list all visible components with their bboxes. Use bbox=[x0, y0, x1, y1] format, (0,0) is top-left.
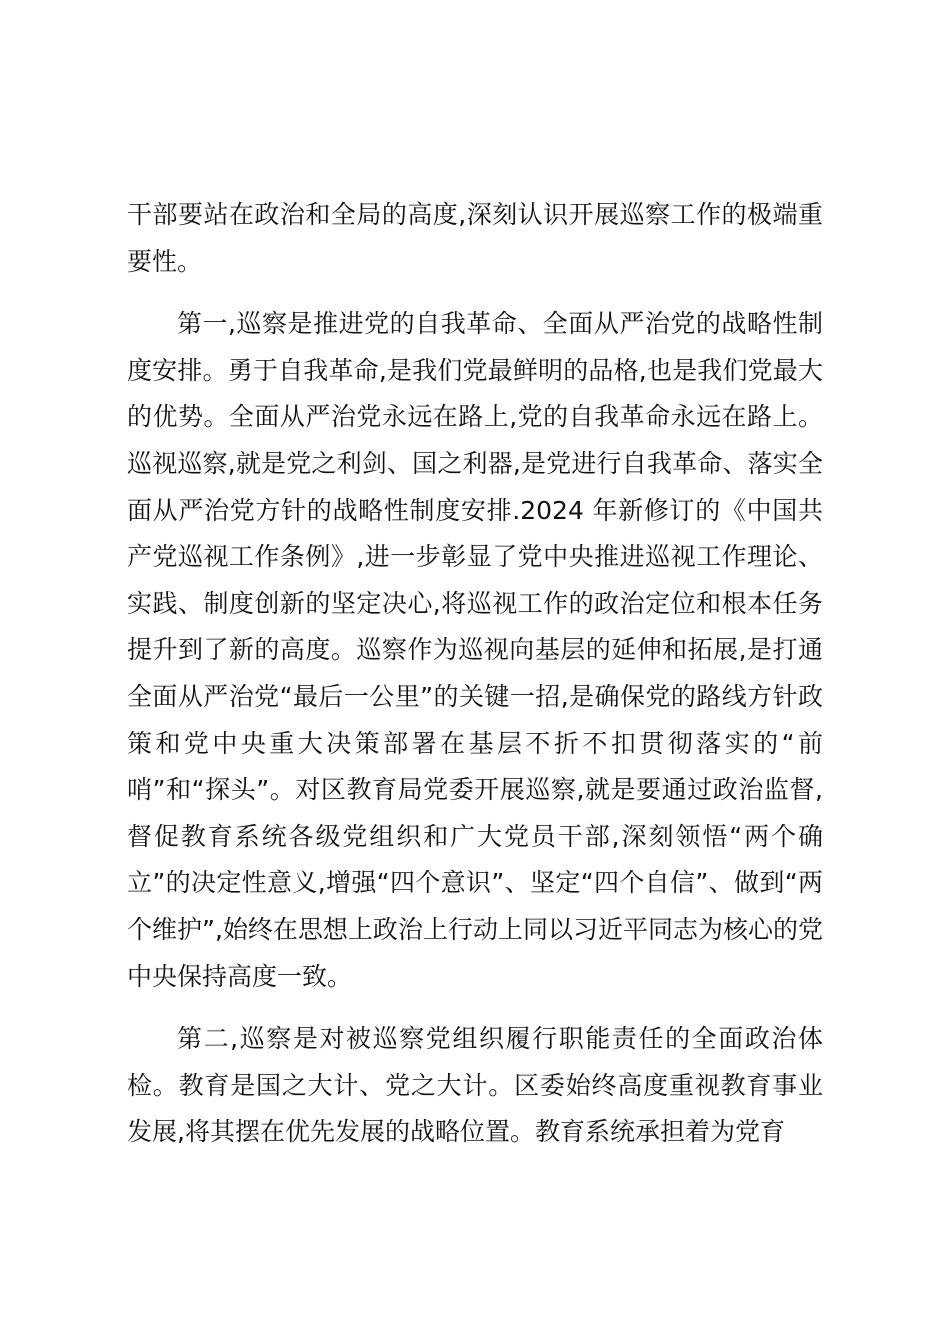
document-body bbox=[127, 192, 823, 1156]
paragraph-continuation: 干部要站在政治和全局的高度,深刻认识开展巡察工作的极端重要性。 bbox=[127, 200, 823, 276]
paragraph-second-point: 第二,巡察是对被巡察党组织履行职能责任的全面政治体检。教育是国之大计、党之大计。区委始终高度重视教育事业发展,将其摆在优先发展的战略位置。教育系统承担着为党育 bbox=[127, 1024, 823, 1147]
paragraph-first-point: 第一,巡察是推进党的自我革命、全面从严治党的战略性制度安排。勇于自我革命,是我们党最鲜明的品格,也是我们党最大的优势。全面从严治党永远在路上,党的自我革命永远在路上。巡视巡察,就是党之利剑、国之利器,是党进行自我革命、落实全面从严治党方针的战略性制度安排.2024 年新修订的《中国共产党巡视工作条例》,进一步彰显了党中央推进巡视工作理论、实践、制度创新的坚定决心,将巡视工作的政治定位和根本任务提升到了新的高度。巡察作为巡视向基层的延伸和拓展,是打通全面从严治党“最后一公里”的关键一招,是确保党的路线方针政策和党中央重大决策部署在基层不折不扣贯彻落实的“前哨”和“探头”。对区教育局党委开展巡察,就是要通过政治监督,督促教育系统各级党组织和广大党员干部,深刻领悟“两个确立”的决定性意义,增强“四个意识”、坚定“四个自信”、做到“两个维护”,始终在思想上政治上行动上同以习近平同志为核心的党中央保持高度一致。 bbox=[127, 309, 823, 991]
